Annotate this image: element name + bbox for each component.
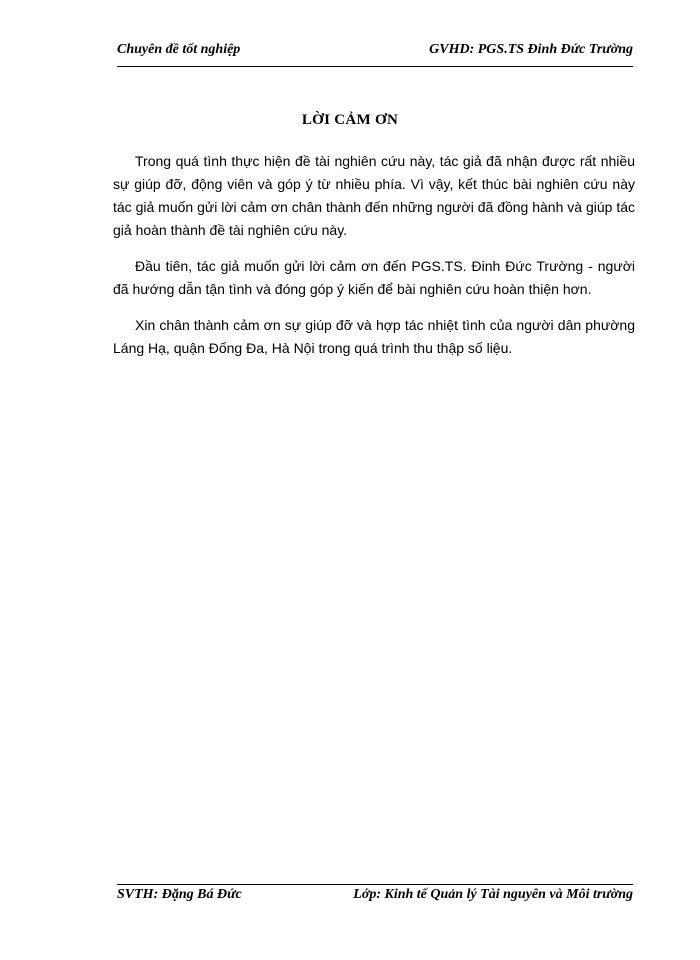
paragraph: Trong quá tình thực hiện đề tài nghiên cứu này, tác giả đã nhận được rất nhiều sự giúp đỡ, động viên và góp ý từ nhiều phía. Vì vậy, kết thúc bài nghiên cứu này tác giả muốn gửi lời cảm ơn chân thành đến những người đã đồng hành và giúp tác giả hoàn thành đề tài nghiên cứu này.: [113, 153, 635, 238]
page-title: LỜI CẢM ƠN: [301, 112, 399, 128]
paragraph: Xin chân thành cảm ơn sự giúp đỡ và hợp tác nhiệt tình của người dân phường Láng Hạ, quận Đống Đa, Hà Nội trong quá trình thu thập số liệu.: [113, 317, 635, 356]
page-footer: [117, 884, 633, 911]
header-advisor: GVHD: PGS.TS Đinh Đức Trường: [429, 42, 633, 57]
page-header: [117, 40, 633, 67]
document-body: [113, 150, 635, 373]
header-topic: Chuyên đề tốt nghiệp: [117, 42, 241, 57]
footer-student: SVTH: Đặng Bá Đức: [117, 887, 242, 902]
footer-class: Lớp: Kinh tế Quản lý Tài nguyên và Môi trường: [353, 887, 633, 902]
paragraph: Đầu tiên, tác giả muốn gửi lời cảm ơn đến PGS.TS. Đinh Đức Trường - người đã hướng dẫn tận tình và đóng góp ý kiến để bài nghiên cứu hoàn thiện hơn.: [113, 258, 635, 297]
